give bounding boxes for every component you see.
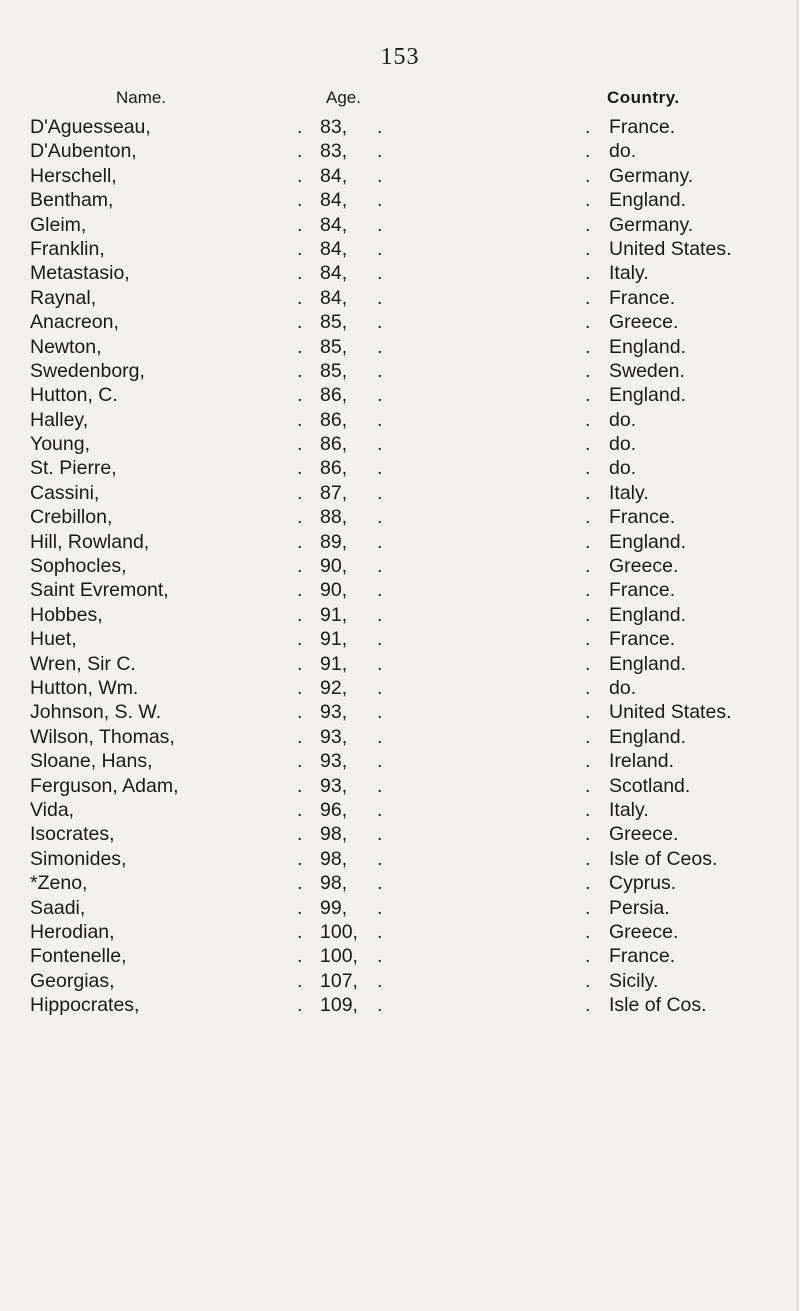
table-body (0, 114, 800, 1016)
age-value: 88, (320, 506, 348, 529)
country-value: Sweden. (609, 359, 685, 382)
table-row (0, 504, 800, 528)
leader-dot: . (585, 457, 591, 480)
person-name: Wren, Sir C. (30, 652, 136, 675)
person-name: Huet, (30, 628, 77, 651)
table-row (0, 236, 800, 260)
person-name: Vida, (30, 798, 75, 821)
leader-dot: . (377, 140, 383, 163)
leader-dot: . (377, 701, 383, 724)
age-value: 100, (320, 945, 358, 968)
table-row (0, 699, 800, 723)
leader-dot: . (377, 872, 383, 895)
leader-dot: . (585, 774, 591, 797)
table-row (0, 821, 800, 845)
leader-dot: . (585, 213, 591, 236)
leader-dot: . (297, 750, 303, 773)
page-number: 153 (380, 44, 420, 70)
person-name: Isocrates, (30, 823, 115, 846)
leader-dot: . (377, 359, 383, 382)
table-row (0, 285, 800, 309)
leader-dot: . (585, 433, 591, 456)
leader-dot: . (585, 237, 591, 260)
age-value: 87, (320, 481, 348, 504)
age-value: 90, (320, 579, 348, 602)
leader-dot: . (585, 750, 591, 773)
leader-dot: . (297, 237, 303, 260)
leader-dot: . (585, 823, 591, 846)
leader-dot: . (297, 872, 303, 895)
country-value: France. (609, 506, 676, 529)
person-name: Herschell, (30, 164, 117, 187)
leader-dot: . (297, 798, 303, 821)
leader-dot: . (377, 237, 383, 260)
country-value: England. (609, 603, 686, 626)
age-value: 96, (320, 798, 348, 821)
age-value: 84, (320, 237, 348, 260)
country-value: Greece. (609, 823, 679, 846)
person-name: Saint Evremont, (30, 579, 169, 602)
country-value: England. (609, 652, 686, 675)
age-value: 98, (320, 823, 348, 846)
table-row (0, 724, 800, 748)
table-row (0, 675, 800, 699)
leader-dot: . (297, 628, 303, 651)
country-value: United States. (609, 701, 732, 724)
leader-dot: . (585, 725, 591, 748)
leader-dot: . (297, 969, 303, 992)
age-value: 84, (320, 164, 348, 187)
leader-dot: . (377, 481, 383, 504)
age-value: 90, (320, 555, 348, 578)
table-row (0, 773, 800, 797)
leader-dot: . (585, 481, 591, 504)
leader-dot: . (297, 579, 303, 602)
age-value: 84, (320, 286, 348, 309)
country-value: Sicily. (609, 969, 659, 992)
age-value: 84, (320, 189, 348, 212)
leader-dot: . (297, 823, 303, 846)
table-row (0, 309, 800, 333)
country-value: Ireland. (609, 750, 675, 773)
leader-dot: . (585, 408, 591, 431)
table-row (0, 138, 800, 162)
table-row (0, 358, 800, 382)
person-name: Ferguson, Adam, (30, 774, 179, 797)
age-value: 84, (320, 213, 348, 236)
leader-dot: . (585, 189, 591, 212)
age-value: 91, (320, 603, 348, 626)
leader-dot: . (377, 945, 383, 968)
country-value: Germany. (609, 213, 694, 236)
leader-dot: . (297, 408, 303, 431)
age-value: 85, (320, 311, 348, 334)
leader-dot: . (585, 798, 591, 821)
leader-dot: . (377, 286, 383, 309)
country-value: do. (609, 408, 637, 431)
table-row (0, 260, 800, 284)
leader-dot: . (585, 994, 591, 1017)
leader-dot: . (297, 189, 303, 212)
person-name: D'Aguesseau, (30, 116, 151, 138)
leader-dot: . (377, 408, 383, 431)
leader-dot: . (585, 945, 591, 968)
leader-dot: . (297, 555, 303, 578)
table-row (0, 163, 800, 187)
age-value: 86, (320, 457, 348, 480)
leader-dot: . (377, 847, 383, 870)
leader-dot: . (297, 725, 303, 748)
age-value: 85, (320, 335, 348, 358)
person-name: Sloane, Hans, (30, 750, 153, 773)
person-name: Herodian, (30, 920, 115, 943)
person-name: Cassini, (30, 481, 100, 504)
leader-dot: . (297, 994, 303, 1017)
country-value: Isle of Ceos. (609, 847, 718, 870)
leader-dot: . (585, 579, 591, 602)
leader-dot: . (377, 798, 383, 821)
age-value: 83, (320, 140, 348, 163)
leader-dot: . (377, 628, 383, 651)
leader-dot: . (297, 652, 303, 675)
country-value: Persia. (609, 896, 670, 919)
table-row (0, 846, 800, 870)
person-name: Hippocrates, (30, 994, 140, 1017)
name-column-header: Name. (116, 88, 167, 107)
country-value: Italy. (609, 798, 649, 821)
table-row (0, 529, 800, 553)
leader-dot: . (377, 189, 383, 212)
table-row (0, 919, 800, 943)
leader-dot: . (585, 530, 591, 553)
country-value: Italy. (609, 262, 649, 285)
person-name: Hutton, C. (30, 384, 118, 407)
leader-dot: . (377, 433, 383, 456)
leader-dot: . (377, 579, 383, 602)
table-row (0, 602, 800, 626)
leader-dot: . (297, 262, 303, 285)
leader-dot: . (297, 530, 303, 553)
country-value: Germany. (609, 164, 694, 187)
person-name: Halley, (30, 408, 89, 431)
table-row (0, 187, 800, 211)
leader-dot: . (377, 311, 383, 334)
leader-dot: . (377, 555, 383, 578)
person-name: Sophocles, (30, 555, 127, 578)
age-value: 93, (320, 774, 348, 797)
leader-dot: . (377, 896, 383, 919)
leader-dot: . (377, 920, 383, 943)
country-value: France. (609, 628, 676, 651)
table-row (0, 382, 800, 406)
leader-dot: . (585, 896, 591, 919)
leader-dot: . (585, 676, 591, 699)
person-name: St. Pierre, (30, 457, 117, 480)
table-row (0, 212, 800, 236)
country-value: Scotland. (609, 774, 691, 797)
person-name: Hutton, Wm. (30, 676, 139, 699)
age-value: 83, (320, 116, 348, 138)
person-name: Johnson, S. W. (30, 701, 162, 724)
table-row (0, 553, 800, 577)
leader-dot: . (585, 359, 591, 382)
leader-dot: . (377, 750, 383, 773)
age-value: 98, (320, 847, 348, 870)
leader-dot: . (377, 725, 383, 748)
leader-dot: . (297, 164, 303, 187)
person-name: Anacreon, (30, 311, 119, 334)
leader-dot: . (377, 164, 383, 187)
leader-dot: . (377, 530, 383, 553)
person-name: Gleim, (30, 213, 87, 236)
age-value: 86, (320, 408, 348, 431)
country-value: France. (609, 945, 676, 968)
leader-dot: . (585, 555, 591, 578)
country-value: France. (609, 116, 676, 138)
country-value: France. (609, 286, 676, 309)
leader-dot: . (585, 847, 591, 870)
table-row (0, 968, 800, 992)
leader-dot: . (297, 847, 303, 870)
country-value: Isle of Cos. (609, 994, 707, 1017)
leader-dot: . (585, 701, 591, 724)
person-name: Saadi, (30, 896, 86, 919)
age-value: 91, (320, 652, 348, 675)
age-value: 86, (320, 433, 348, 456)
leader-dot: . (585, 652, 591, 675)
leader-dot: . (377, 506, 383, 529)
leader-dot: . (297, 311, 303, 334)
country-value: Greece. (609, 555, 679, 578)
person-name: Swedenborg, (30, 359, 145, 382)
leader-dot: . (585, 872, 591, 895)
country-value: United States. (609, 237, 732, 260)
age-value: 98, (320, 872, 348, 895)
table-row (0, 431, 800, 455)
age-value: 89, (320, 530, 348, 553)
leader-dot: . (585, 628, 591, 651)
leader-dot: . (297, 920, 303, 943)
leader-dot: . (377, 262, 383, 285)
leader-dot: . (297, 384, 303, 407)
country-value: England. (609, 384, 686, 407)
leader-dot: . (585, 969, 591, 992)
leader-dot: . (297, 116, 303, 138)
age-value: 91, (320, 628, 348, 651)
table-row (0, 577, 800, 601)
leader-dot: . (377, 676, 383, 699)
country-value: Cyprus. (609, 872, 677, 895)
age-value: 85, (320, 359, 348, 382)
table-row (0, 797, 800, 821)
country-value: England. (609, 530, 686, 553)
person-name: Hill, Rowland, (30, 530, 150, 553)
leader-dot: . (297, 457, 303, 480)
person-name: Wilson, Thomas, (30, 725, 175, 748)
leader-dot: . (377, 603, 383, 626)
table-row (0, 407, 800, 431)
table-row (0, 114, 800, 138)
country-value: England. (609, 189, 686, 212)
table-row (0, 748, 800, 772)
table-row (0, 651, 800, 675)
leader-dot: . (377, 969, 383, 992)
leader-dot: . (297, 433, 303, 456)
person-name: *Zeno, (30, 872, 88, 895)
leader-dot: . (585, 164, 591, 187)
age-value: 99, (320, 896, 348, 919)
person-name: Hobbes, (30, 603, 103, 626)
leader-dot: . (377, 823, 383, 846)
age-value: 100, (320, 920, 358, 943)
person-name: Bentham, (30, 189, 114, 212)
leader-dot: . (377, 116, 383, 138)
leader-dot: . (585, 311, 591, 334)
table-row (0, 455, 800, 479)
age-value: 109, (320, 994, 358, 1017)
person-name: Newton, (30, 335, 102, 358)
person-name: Fontenelle, (30, 945, 127, 968)
person-name: Crebillon, (30, 506, 113, 529)
leader-dot: . (585, 286, 591, 309)
leader-dot: . (585, 506, 591, 529)
leader-dot: . (297, 213, 303, 236)
country-value: England. (609, 725, 686, 748)
age-value: 92, (320, 676, 348, 699)
country-value: England. (609, 335, 686, 358)
leader-dot: . (297, 359, 303, 382)
age-value: 107, (320, 969, 358, 992)
person-name: Georgias, (30, 969, 115, 992)
country-value: do. (609, 433, 637, 456)
leader-dot: . (297, 896, 303, 919)
age-value: 93, (320, 701, 348, 724)
leader-dot: . (297, 140, 303, 163)
country-value: Greece. (609, 920, 679, 943)
leader-dot: . (585, 384, 591, 407)
person-name: Metastasio, (30, 262, 130, 285)
leader-dot: . (297, 335, 303, 358)
age-value: 93, (320, 750, 348, 773)
country-value: do. (609, 676, 637, 699)
leader-dot: . (297, 603, 303, 626)
leader-dot: . (297, 945, 303, 968)
leader-dot: . (585, 920, 591, 943)
leader-dot: . (585, 140, 591, 163)
leader-dot: . (585, 116, 591, 138)
leader-dot: . (297, 676, 303, 699)
age-value: 84, (320, 262, 348, 285)
age-value: 93, (320, 725, 348, 748)
country-value: do. (609, 457, 637, 480)
table-row (0, 480, 800, 504)
leader-dot: . (297, 701, 303, 724)
leader-dot: . (377, 652, 383, 675)
person-name: Simonides, (30, 847, 127, 870)
leader-dot: . (377, 994, 383, 1017)
country-value: Greece. (609, 311, 679, 334)
age-value: 86, (320, 384, 348, 407)
leader-dot: . (297, 506, 303, 529)
leader-dot: . (297, 774, 303, 797)
leader-dot: . (297, 286, 303, 309)
leader-dot: . (585, 603, 591, 626)
leader-dot: . (377, 384, 383, 407)
table-row (0, 870, 800, 894)
age-column-header: Age. (326, 88, 361, 107)
leader-dot: . (585, 262, 591, 285)
country-value: Italy. (609, 481, 649, 504)
person-name: Franklin, (30, 237, 105, 260)
leader-dot: . (377, 774, 383, 797)
country-value: France. (609, 579, 676, 602)
table-row (0, 992, 800, 1016)
leader-dot: . (377, 335, 383, 358)
table-row (0, 334, 800, 358)
table-header (0, 88, 800, 114)
person-name: Young, (30, 433, 91, 456)
person-name: Raynal, (30, 286, 97, 309)
table-row (0, 895, 800, 919)
table-row (0, 626, 800, 650)
leader-dot: . (585, 335, 591, 358)
table-row (0, 943, 800, 967)
country-column-header: Country. (607, 88, 680, 107)
leader-dot: . (377, 457, 383, 480)
person-name: D'Aubenton, (30, 140, 137, 163)
leader-dot: . (377, 213, 383, 236)
leader-dot: . (297, 481, 303, 504)
country-value: do. (609, 140, 637, 163)
